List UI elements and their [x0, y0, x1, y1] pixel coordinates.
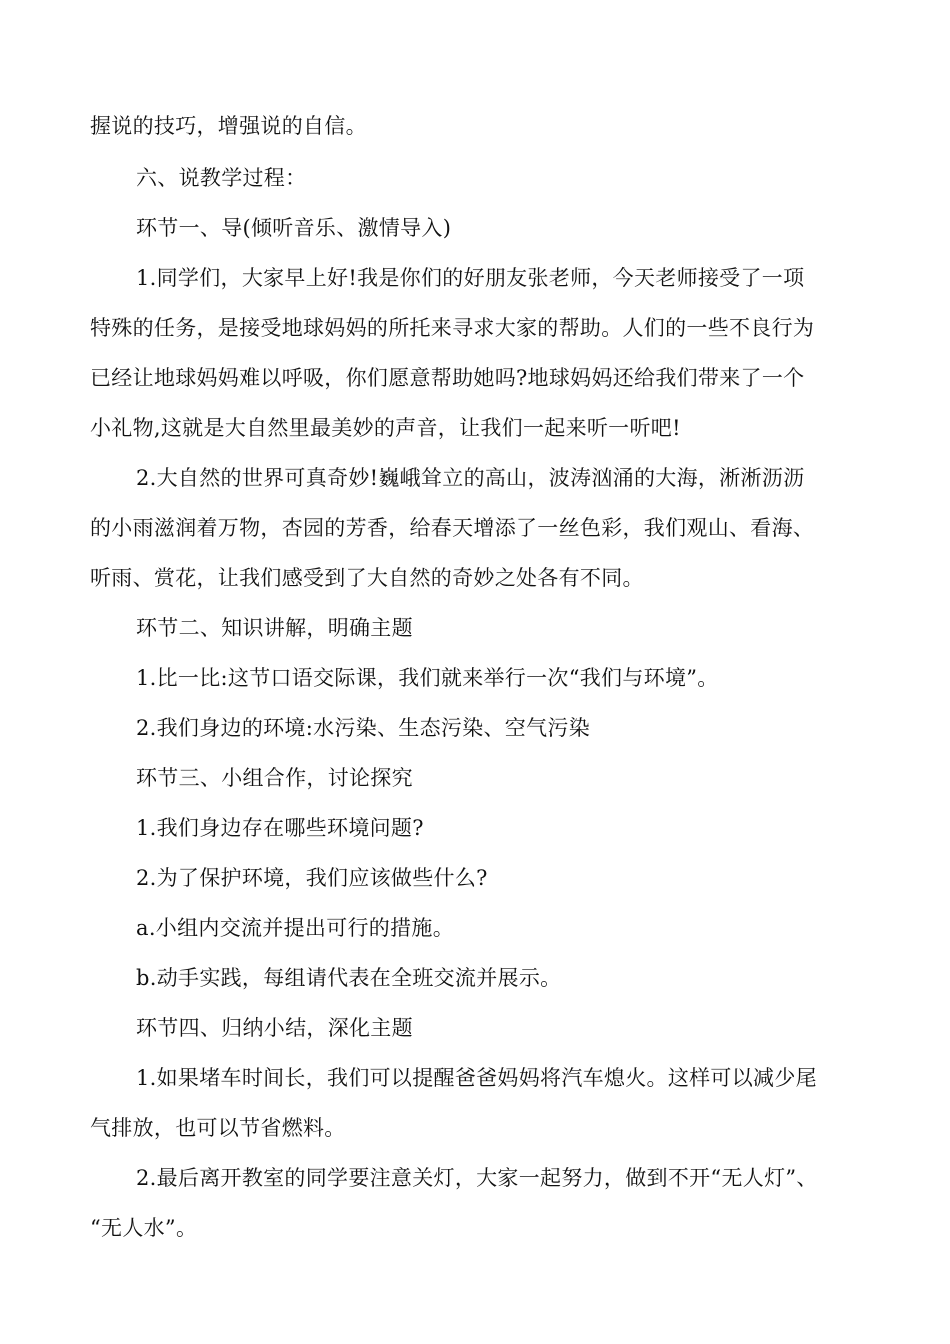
paragraph-line: 2.我们身边的环境:水污染、生态污染、空气污染 — [136, 716, 591, 740]
step-heading: 环节二、知识讲解，明确主题 — [136, 616, 413, 640]
paragraph-line: 2.最后离开教室的同学要注意关灯，大家一起努力，做到不开“无人灯”、 — [136, 1166, 818, 1190]
step-heading: 环节四、归纳小结，深化主题 — [136, 1016, 413, 1040]
paragraph-line: 2.为了保护环境，我们应该做些什么? — [136, 866, 488, 890]
paragraph-line: 气排放，也可以节省燃料。 — [90, 1116, 346, 1140]
paragraph-line: 握说的技巧，增强说的自信。 — [90, 114, 367, 138]
paragraph-line: 特殊的任务，是接受地球妈妈的所托来寻求大家的帮助。人们的一些不良行为 — [90, 316, 815, 340]
paragraph-line: 已经让地球妈妈难以呼吸，你们愿意帮助她吗?地球妈妈还给我们带来了一个 — [90, 366, 805, 390]
step-heading: 环节一、导(倾听音乐、激情导入) — [136, 216, 452, 240]
paragraph-line: 2.大自然的世界可真奇妙!巍峨耸立的高山，波涛汹涌的大海，淅淅沥沥 — [136, 466, 805, 490]
paragraph-line: a.小组内交流并提出可行的措施。 — [136, 916, 454, 940]
paragraph-line: “无人水”。 — [90, 1216, 198, 1240]
paragraph-line: 的小雨滋润着万物，杏园的芳香，给春天增添了一丝色彩，我们观山、看海、 — [90, 516, 815, 540]
step-heading: 环节三、小组合作，讨论探究 — [136, 766, 413, 790]
section-heading: 六、说教学过程： — [136, 166, 307, 190]
paragraph-line: 1.如果堵车时间长，我们可以提醒爸爸妈妈将汽车熄火。这样可以减少尾 — [136, 1066, 817, 1090]
paragraph-line: 1.同学们，大家早上好!我是你们的好朋友张老师，今天老师接受了一项 — [136, 266, 805, 290]
paragraph-line: 1.我们身边存在哪些环境问题? — [136, 816, 424, 840]
paragraph-line: 1.比一比:这节口语交际课，我们就来举行一次“我们与环境”。 — [136, 666, 719, 690]
paragraph-line: b.动手实践，每组请代表在全班交流并展示。 — [136, 966, 562, 990]
paragraph-line: 听雨、赏花，让我们感受到了大自然的奇妙之处各有不同。 — [90, 566, 644, 590]
paragraph-line: 小礼物,这就是大自然里最美妙的声音，让我们一起来听一听吧! — [90, 416, 681, 440]
